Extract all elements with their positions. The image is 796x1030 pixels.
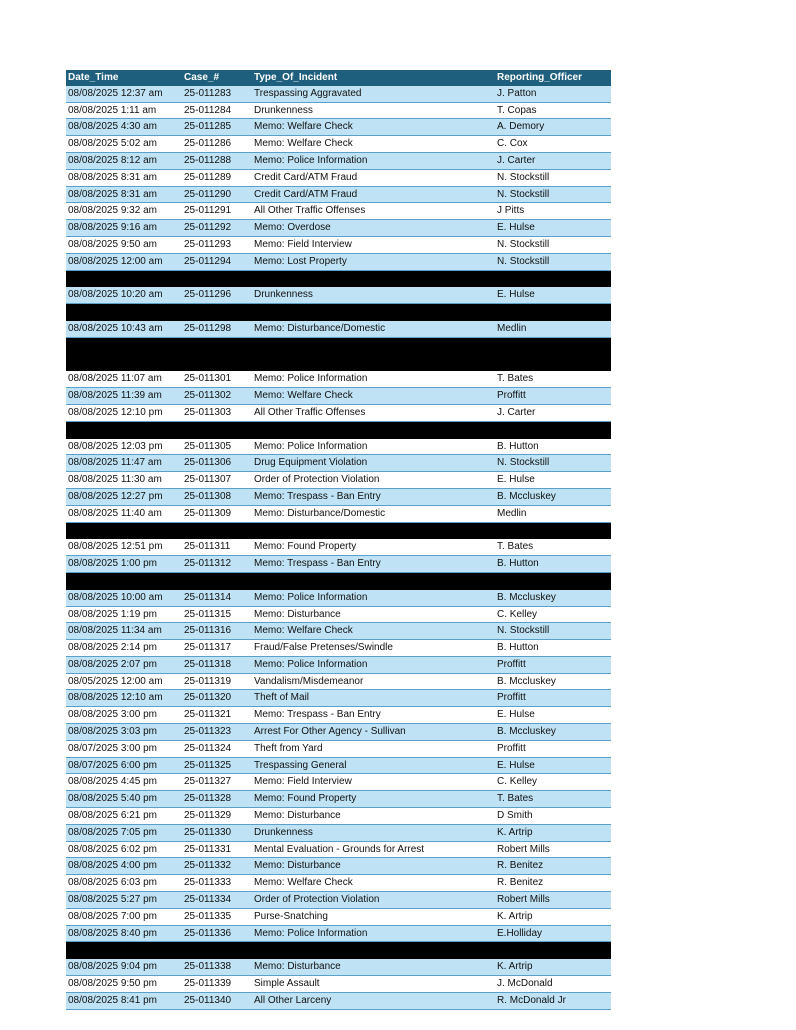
case-number-cell[interactable]: 25-011314 <box>182 589 252 606</box>
officer-cell[interactable]: N. Stockstill <box>495 253 611 270</box>
date-time-cell[interactable]: 08/08/2025 5:27 pm <box>66 892 182 909</box>
blank-cell[interactable] <box>495 304 611 321</box>
incident-type-cell[interactable]: Memo: Police Information <box>252 438 495 455</box>
table-row <box>66 119 611 136</box>
case-number-cell[interactable]: 25-011308 <box>182 488 252 505</box>
date-time-cell[interactable]: 08/08/2025 12:10 am <box>66 690 182 707</box>
table-row <box>66 236 611 253</box>
date-time-cell[interactable]: 08/05/2025 12:00 am <box>66 673 182 690</box>
blank-cell[interactable] <box>182 942 252 959</box>
officer-cell[interactable]: J. Carter <box>495 152 611 169</box>
officer-cell[interactable]: N. Stockstill <box>495 623 611 640</box>
table-row <box>66 824 611 841</box>
table-row <box>66 808 611 825</box>
officer-cell[interactable]: B. Mccluskey <box>495 589 611 606</box>
incident-type-cell[interactable]: Credit Card/ATM Fraud <box>252 186 495 203</box>
date-time-cell[interactable]: 08/08/2025 7:05 pm <box>66 824 182 841</box>
incident-type-cell[interactable]: Memo: Disturbance <box>252 959 495 976</box>
header-reporting-officer[interactable]: Reporting_Officer <box>495 70 611 86</box>
table-row <box>66 472 611 489</box>
officer-cell[interactable]: Proffitt <box>495 740 611 757</box>
case-number-cell[interactable]: 25-011311 <box>182 539 252 556</box>
case-number-cell[interactable]: 25-011284 <box>182 102 252 119</box>
case-number-cell[interactable]: 25-011290 <box>182 186 252 203</box>
case-number-cell[interactable]: 25-011340 <box>182 992 252 1009</box>
table-row <box>66 959 611 976</box>
date-time-cell[interactable]: 08/08/2025 7:00 pm <box>66 908 182 925</box>
blank-cell[interactable] <box>66 304 182 321</box>
officer-cell[interactable]: T. Bates <box>495 791 611 808</box>
blank-row <box>66 270 611 287</box>
header-type-of-incident[interactable]: Type_Of_Incident <box>252 70 495 86</box>
officer-cell[interactable]: C. Kelley <box>495 606 611 623</box>
table-row <box>66 186 611 203</box>
incident-type-cell[interactable]: Credit Card/ATM Fraud <box>252 169 495 186</box>
header-case-number[interactable]: Case_# <box>182 70 252 86</box>
case-number-cell[interactable]: 25-011321 <box>182 707 252 724</box>
incident-type-cell[interactable]: Purse-Snatching <box>252 908 495 925</box>
date-time-cell[interactable]: 08/08/2025 10:20 am <box>66 287 182 304</box>
date-time-cell[interactable]: 08/08/2025 11:40 am <box>66 505 182 522</box>
case-number-cell[interactable]: 25-011324 <box>182 740 252 757</box>
blank-row <box>66 304 611 321</box>
blank-cell[interactable] <box>182 572 252 589</box>
officer-cell[interactable]: E. Hulse <box>495 707 611 724</box>
incident-type-cell[interactable]: Memo: Welfare Check <box>252 388 495 405</box>
officer-cell[interactable]: Medlin <box>495 505 611 522</box>
case-number-cell[interactable]: 25-011309 <box>182 505 252 522</box>
officer-cell[interactable]: K. Artrip <box>495 824 611 841</box>
date-time-cell[interactable]: 08/08/2025 12:37 am <box>66 86 182 102</box>
officer-cell[interactable]: B. Hutton <box>495 556 611 573</box>
table-row <box>66 86 611 102</box>
table-row <box>66 740 611 757</box>
blank-cell[interactable] <box>182 522 252 539</box>
table-row <box>66 102 611 119</box>
incident-type-cell[interactable]: Memo: Field Interview <box>252 774 495 791</box>
officer-cell[interactable]: T. Copas <box>495 102 611 119</box>
table-row <box>66 656 611 673</box>
officer-cell[interactable]: J Pitts <box>495 203 611 220</box>
officer-cell[interactable]: N. Stockstill <box>495 169 611 186</box>
table-row <box>66 925 611 942</box>
blank-row <box>66 522 611 539</box>
blank-row <box>66 354 611 371</box>
table-row <box>66 757 611 774</box>
officer-cell[interactable]: D Smith <box>495 808 611 825</box>
date-time-cell[interactable]: 08/08/2025 9:16 am <box>66 220 182 237</box>
table-row <box>66 640 611 657</box>
date-time-cell[interactable]: 08/08/2025 6:02 pm <box>66 841 182 858</box>
blank-cell[interactable] <box>182 270 252 287</box>
blank-cell[interactable] <box>252 270 495 287</box>
officer-cell[interactable]: B. Mccluskey <box>495 488 611 505</box>
table-row <box>66 253 611 270</box>
date-time-cell[interactable]: 08/08/2025 9:32 am <box>66 203 182 220</box>
blank-row <box>66 942 611 959</box>
case-number-cell[interactable]: 25-011338 <box>182 959 252 976</box>
case-number-cell[interactable]: 25-011334 <box>182 892 252 909</box>
case-number-cell[interactable]: 25-011305 <box>182 438 252 455</box>
blank-cell[interactable] <box>495 522 611 539</box>
incident-type-cell[interactable]: Memo: Disturbance <box>252 606 495 623</box>
date-time-cell[interactable]: 08/08/2025 10:00 am <box>66 589 182 606</box>
officer-cell[interactable]: Proffitt <box>495 690 611 707</box>
case-number-cell[interactable]: 25-011325 <box>182 757 252 774</box>
incident-type-cell[interactable]: Drunkenness <box>252 102 495 119</box>
table-body <box>66 86 611 1009</box>
case-number-cell[interactable]: 25-011316 <box>182 623 252 640</box>
table-row <box>66 992 611 1009</box>
blank-cell[interactable] <box>66 337 182 354</box>
date-time-cell[interactable]: 08/08/2025 8:12 am <box>66 152 182 169</box>
incident-type-cell[interactable]: Memo: Trespass - Ban Entry <box>252 707 495 724</box>
blank-cell[interactable] <box>252 337 495 354</box>
blank-cell[interactable] <box>182 421 252 438</box>
table-row <box>66 203 611 220</box>
case-number-cell[interactable]: 25-011292 <box>182 220 252 237</box>
table-row <box>66 908 611 925</box>
officer-cell[interactable]: T. Bates <box>495 539 611 556</box>
table-row <box>66 220 611 237</box>
table-row <box>66 724 611 741</box>
date-time-cell[interactable]: 08/08/2025 4:00 pm <box>66 858 182 875</box>
date-time-cell[interactable]: 08/08/2025 5:02 am <box>66 136 182 153</box>
officer-cell[interactable]: T. Bates <box>495 371 611 388</box>
blank-cell[interactable] <box>66 421 182 438</box>
date-time-cell[interactable]: 08/08/2025 11:47 am <box>66 455 182 472</box>
case-number-cell[interactable]: 25-011329 <box>182 808 252 825</box>
incident-type-cell[interactable]: Memo: Welfare Check <box>252 136 495 153</box>
date-time-cell[interactable]: 08/08/2025 2:14 pm <box>66 640 182 657</box>
table-row <box>66 539 611 556</box>
officer-cell[interactable]: E. Hulse <box>495 220 611 237</box>
case-number-cell[interactable]: 25-011336 <box>182 925 252 942</box>
date-time-cell[interactable]: 08/08/2025 1:00 pm <box>66 556 182 573</box>
incident-type-cell[interactable]: Trespassing Aggravated <box>252 86 495 102</box>
blank-cell[interactable] <box>495 270 611 287</box>
table-row <box>66 169 611 186</box>
officer-cell[interactable]: R. Benitez <box>495 858 611 875</box>
blank-cell[interactable] <box>66 522 182 539</box>
case-number-cell[interactable]: 25-011306 <box>182 455 252 472</box>
table-row <box>66 136 611 153</box>
case-number-cell[interactable]: 25-011285 <box>182 119 252 136</box>
table-row <box>66 438 611 455</box>
blank-cell[interactable] <box>495 572 611 589</box>
date-time-cell[interactable]: 08/07/2025 6:00 pm <box>66 757 182 774</box>
officer-cell[interactable]: Robert Mills <box>495 892 611 909</box>
date-time-cell[interactable]: 08/08/2025 8:40 pm <box>66 925 182 942</box>
incident-type-cell[interactable]: Theft of Mail <box>252 690 495 707</box>
date-time-cell[interactable]: 08/08/2025 11:34 am <box>66 623 182 640</box>
table-row <box>66 858 611 875</box>
date-time-cell[interactable]: 08/08/2025 11:39 am <box>66 388 182 405</box>
case-number-cell[interactable]: 25-011327 <box>182 774 252 791</box>
table-row <box>66 690 611 707</box>
header-row <box>66 70 611 86</box>
table-row <box>66 841 611 858</box>
table-row <box>66 673 611 690</box>
date-time-cell[interactable]: 08/08/2025 12:03 pm <box>66 438 182 455</box>
date-time-cell[interactable]: 08/08/2025 9:04 pm <box>66 959 182 976</box>
date-time-cell[interactable]: 08/08/2025 3:03 pm <box>66 724 182 741</box>
table-row <box>66 488 611 505</box>
incident-type-cell[interactable]: Memo: Found Property <box>252 791 495 808</box>
officer-cell[interactable]: C. Kelley <box>495 774 611 791</box>
officer-cell[interactable]: E. Hulse <box>495 472 611 489</box>
blank-cell[interactable] <box>495 942 611 959</box>
incident-type-cell[interactable]: Trespassing General <box>252 757 495 774</box>
incident-type-cell[interactable]: Memo: Trespass - Ban Entry <box>252 556 495 573</box>
table-row <box>66 976 611 993</box>
officer-cell[interactable]: Proffitt <box>495 656 611 673</box>
table-row <box>66 606 611 623</box>
case-number-cell[interactable]: 25-011331 <box>182 841 252 858</box>
case-number-cell[interactable]: 25-011289 <box>182 169 252 186</box>
date-time-cell[interactable]: 08/08/2025 4:30 am <box>66 119 182 136</box>
blank-cell[interactable] <box>252 304 495 321</box>
incident-type-cell[interactable]: All Other Traffic Offenses <box>252 404 495 421</box>
incident-type-cell[interactable]: Drunkenness <box>252 287 495 304</box>
incident-type-cell[interactable]: Drunkenness <box>252 824 495 841</box>
officer-cell[interactable]: N. Stockstill <box>495 455 611 472</box>
case-number-cell[interactable]: 25-011307 <box>182 472 252 489</box>
table-row <box>66 623 611 640</box>
blank-cell[interactable] <box>182 337 252 354</box>
case-number-cell[interactable]: 25-011333 <box>182 875 252 892</box>
case-number-cell[interactable]: 25-011339 <box>182 976 252 993</box>
date-time-cell[interactable]: 08/08/2025 12:00 am <box>66 253 182 270</box>
case-number-cell[interactable]: 25-011323 <box>182 724 252 741</box>
case-number-cell[interactable]: 25-011286 <box>182 136 252 153</box>
table-row <box>66 791 611 808</box>
officer-cell[interactable]: E. Hulse <box>495 757 611 774</box>
date-time-cell[interactable]: 08/08/2025 12:10 pm <box>66 404 182 421</box>
incident-type-cell[interactable]: Memo: Police Information <box>252 152 495 169</box>
officer-cell[interactable]: N. Stockstill <box>495 186 611 203</box>
officer-cell[interactable]: E.Holliday <box>495 925 611 942</box>
date-time-cell[interactable]: 08/08/2025 4:45 pm <box>66 774 182 791</box>
incident-type-cell[interactable]: Memo: Disturbance <box>252 858 495 875</box>
date-time-cell[interactable]: 08/08/2025 8:31 am <box>66 186 182 203</box>
header-date-time[interactable]: Date_Time <box>66 70 182 86</box>
incident-type-cell[interactable]: Fraud/False Pretenses/Swindle <box>252 640 495 657</box>
incident-type-cell[interactable]: Memo: Disturbance/Domestic <box>252 505 495 522</box>
case-number-cell[interactable]: 25-011283 <box>182 86 252 102</box>
table-row <box>66 371 611 388</box>
table-row <box>66 287 611 304</box>
date-time-cell[interactable]: 08/08/2025 2:07 pm <box>66 656 182 673</box>
incident-type-cell[interactable]: Memo: Overdose <box>252 220 495 237</box>
date-time-cell[interactable]: 08/08/2025 12:27 pm <box>66 488 182 505</box>
officer-cell[interactable]: K. Artrip <box>495 959 611 976</box>
officer-cell[interactable]: R. McDonald Jr <box>495 992 611 1009</box>
incident-type-cell[interactable]: Vandalism/Misdemeanor <box>252 673 495 690</box>
incident-type-cell[interactable]: Simple Assault <box>252 976 495 993</box>
incident-type-cell[interactable]: Memo: Welfare Check <box>252 119 495 136</box>
table-row <box>66 388 611 405</box>
date-time-cell[interactable]: 08/08/2025 1:11 am <box>66 102 182 119</box>
blank-row <box>66 572 611 589</box>
date-time-cell[interactable]: 08/08/2025 12:51 pm <box>66 539 182 556</box>
case-number-cell[interactable]: 25-011296 <box>182 287 252 304</box>
date-time-cell[interactable]: 08/08/2025 10:43 am <box>66 320 182 337</box>
blank-cell[interactable] <box>495 354 611 371</box>
blank-row <box>66 421 611 438</box>
date-time-cell[interactable]: 08/08/2025 6:21 pm <box>66 808 182 825</box>
officer-cell[interactable]: R. Benitez <box>495 875 611 892</box>
table-row <box>66 556 611 573</box>
date-time-cell[interactable]: 08/08/2025 9:50 pm <box>66 976 182 993</box>
table-row <box>66 404 611 421</box>
case-number-cell[interactable]: 25-011298 <box>182 320 252 337</box>
officer-cell[interactable]: C. Cox <box>495 136 611 153</box>
blank-cell[interactable] <box>252 421 495 438</box>
date-time-cell[interactable]: 08/08/2025 5:40 pm <box>66 791 182 808</box>
table-row <box>66 505 611 522</box>
incident-type-cell[interactable]: Memo: Lost Property <box>252 253 495 270</box>
case-number-cell[interactable]: 25-011320 <box>182 690 252 707</box>
case-number-cell[interactable]: 25-011301 <box>182 371 252 388</box>
officer-cell[interactable]: Proffitt <box>495 388 611 405</box>
date-time-cell[interactable]: 08/08/2025 8:41 pm <box>66 992 182 1009</box>
incident-type-cell[interactable]: Memo: Police Information <box>252 656 495 673</box>
date-time-cell[interactable]: 08/08/2025 1:19 pm <box>66 606 182 623</box>
incident-table <box>66 70 611 1010</box>
case-number-cell[interactable]: 25-011293 <box>182 236 252 253</box>
table-row <box>66 320 611 337</box>
incident-type-cell[interactable]: Memo: Welfare Check <box>252 875 495 892</box>
blank-cell[interactable] <box>66 270 182 287</box>
table-row <box>66 707 611 724</box>
case-number-cell[interactable]: 25-011317 <box>182 640 252 657</box>
incident-type-cell[interactable]: Arrest For Other Agency - Sullivan <box>252 724 495 741</box>
case-number-cell[interactable]: 25-011328 <box>182 791 252 808</box>
incident-type-cell[interactable]: Order of Protection Violation <box>252 892 495 909</box>
blank-cell[interactable] <box>252 572 495 589</box>
blank-row <box>66 337 611 354</box>
incident-type-cell[interactable]: Memo: Police Information <box>252 589 495 606</box>
table-row <box>66 455 611 472</box>
case-number-cell[interactable]: 25-011288 <box>182 152 252 169</box>
date-time-cell[interactable]: 08/08/2025 9:50 am <box>66 236 182 253</box>
blank-cell[interactable] <box>252 522 495 539</box>
incident-type-cell[interactable]: Order of Protection Violation <box>252 472 495 489</box>
officer-cell[interactable]: A. Demory <box>495 119 611 136</box>
date-time-cell[interactable]: 08/08/2025 6:03 pm <box>66 875 182 892</box>
incident-type-cell[interactable]: Memo: Found Property <box>252 539 495 556</box>
blank-cell[interactable] <box>182 304 252 321</box>
date-time-cell[interactable]: 08/08/2025 8:31 am <box>66 169 182 186</box>
incident-type-cell[interactable]: All Other Larceny <box>252 992 495 1009</box>
case-number-cell[interactable]: 25-011294 <box>182 253 252 270</box>
officer-cell[interactable]: J. Patton <box>495 86 611 102</box>
officer-cell[interactable]: J. Carter <box>495 404 611 421</box>
case-number-cell[interactable]: 25-011312 <box>182 556 252 573</box>
officer-cell[interactable]: B. Mccluskey <box>495 724 611 741</box>
officer-cell[interactable]: Robert Mills <box>495 841 611 858</box>
blank-cell[interactable] <box>66 942 182 959</box>
blank-cell[interactable] <box>252 942 495 959</box>
table-row <box>66 152 611 169</box>
date-time-cell[interactable]: 08/08/2025 11:07 am <box>66 371 182 388</box>
incident-type-cell[interactable]: Memo: Disturbance/Domestic <box>252 320 495 337</box>
blank-cell[interactable] <box>495 337 611 354</box>
officer-cell[interactable]: B. Mccluskey <box>495 673 611 690</box>
case-number-cell[interactable]: 25-011303 <box>182 404 252 421</box>
table-row <box>66 589 611 606</box>
incident-type-cell[interactable]: Mental Evaluation - Grounds for Arrest <box>252 841 495 858</box>
incident-type-cell[interactable]: Memo: Field Interview <box>252 236 495 253</box>
officer-cell[interactable]: N. Stockstill <box>495 236 611 253</box>
incident-type-cell[interactable]: Memo: Police Information <box>252 371 495 388</box>
case-number-cell[interactable]: 25-011330 <box>182 824 252 841</box>
incident-type-cell[interactable]: Memo: Police Information <box>252 925 495 942</box>
case-number-cell[interactable]: 25-011315 <box>182 606 252 623</box>
date-time-cell[interactable]: 08/08/2025 11:30 am <box>66 472 182 489</box>
officer-cell[interactable]: E. Hulse <box>495 287 611 304</box>
officer-cell[interactable]: K. Artrip <box>495 908 611 925</box>
officer-cell[interactable]: J. McDonald <box>495 976 611 993</box>
blank-cell[interactable] <box>495 421 611 438</box>
case-number-cell[interactable]: 25-011302 <box>182 388 252 405</box>
incident-type-cell[interactable]: Memo: Trespass - Ban Entry <box>252 488 495 505</box>
table-row <box>66 774 611 791</box>
date-time-cell[interactable]: 08/08/2025 3:00 pm <box>66 707 182 724</box>
blank-cell[interactable] <box>252 354 495 371</box>
table-row <box>66 892 611 909</box>
incident-type-cell[interactable]: Memo: Welfare Check <box>252 623 495 640</box>
officer-cell[interactable]: Medlin <box>495 320 611 337</box>
incident-type-cell[interactable]: All Other Traffic Offenses <box>252 203 495 220</box>
blank-cell[interactable] <box>66 572 182 589</box>
officer-cell[interactable]: B. Hutton <box>495 438 611 455</box>
case-number-cell[interactable]: 25-011332 <box>182 858 252 875</box>
officer-cell[interactable]: B. Hutton <box>495 640 611 657</box>
case-number-cell[interactable]: 25-011291 <box>182 203 252 220</box>
case-number-cell[interactable]: 25-011318 <box>182 656 252 673</box>
blank-cell[interactable] <box>66 354 182 371</box>
blank-cell[interactable] <box>182 354 252 371</box>
date-time-cell[interactable]: 08/07/2025 3:00 pm <box>66 740 182 757</box>
table-row <box>66 875 611 892</box>
incident-type-cell[interactable]: Theft from Yard <box>252 740 495 757</box>
incident-type-cell[interactable]: Memo: Disturbance <box>252 808 495 825</box>
incident-type-cell[interactable]: Drug Equipment Violation <box>252 455 495 472</box>
case-number-cell[interactable]: 25-011335 <box>182 908 252 925</box>
case-number-cell[interactable]: 25-011319 <box>182 673 252 690</box>
